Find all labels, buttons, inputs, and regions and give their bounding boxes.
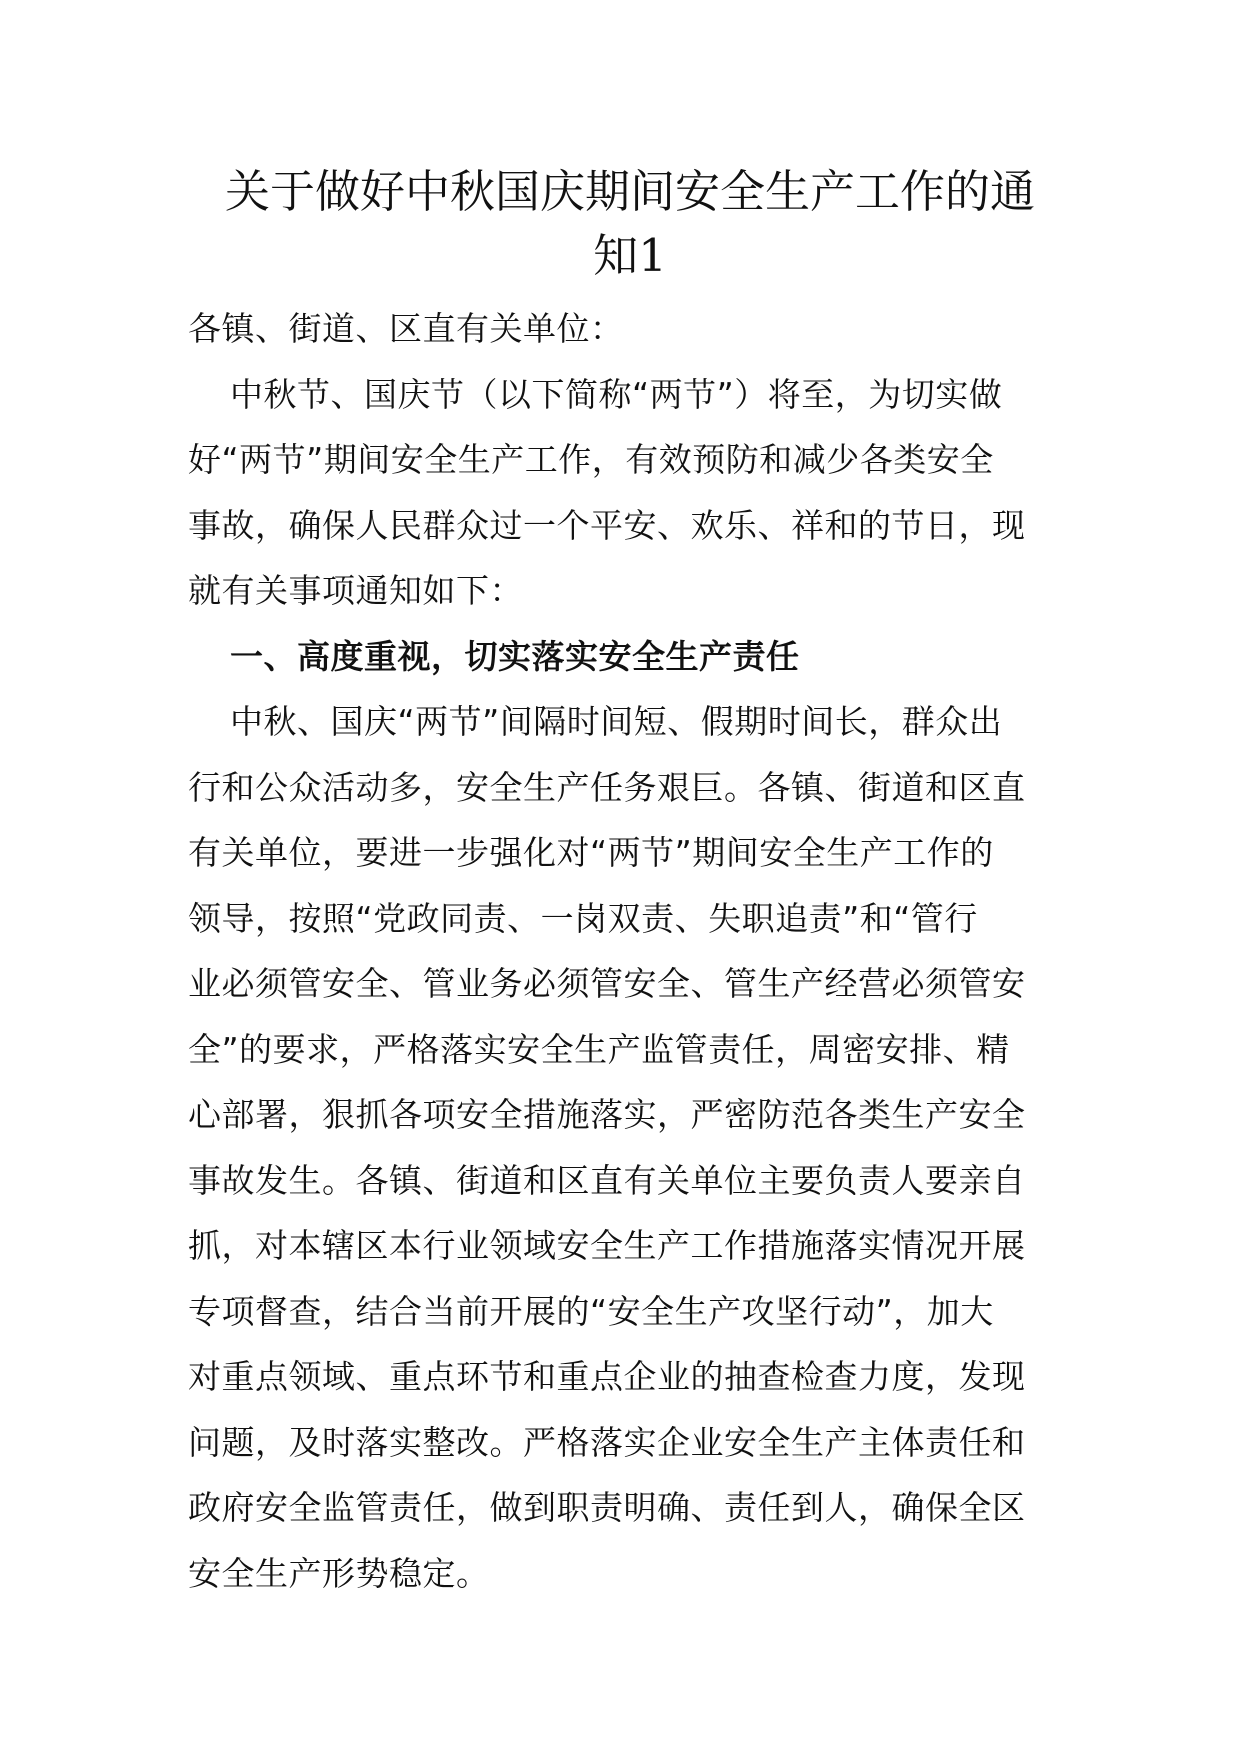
section-1-line: 安全生产形势稳定。 (188, 1553, 490, 1593)
section-1-line: 心部署，狠抓各项安全措施落实，严密防范各类生产安全 (188, 1095, 1026, 1134)
section-1-line: 行和公众活动多，安全生产任务艰巨。各镇、街道和区直 (188, 767, 1026, 807)
document-title (190, 160, 1070, 288)
section-1-line: 政府安全监管责任，做到职责明确、责任到人，确保全区 (188, 1488, 1026, 1527)
section-1-line: 领导，按照“党政同责、一岗双责、失职追责”和“管行 (188, 898, 978, 938)
intro-paragraph-line: 好“两节”期间安全生产工作，有效预防和减少各类安全 (188, 440, 994, 479)
title-number: 1 (638, 229, 667, 282)
title-line-1: 关于做好中秋国庆期间安全生产工作的通 (224, 165, 1035, 218)
section-1-line: 对重点领域、重点环节和重点企业的抽查检查力度，发现 (188, 1357, 1026, 1396)
document-body (188, 296, 1068, 1606)
section-1-line: 业必须管安全、管业务必须管安全、管生产经营必须管安 (188, 964, 1026, 1003)
section-1-heading: 一、高度重视，切实落实安全生产责任 (230, 636, 800, 676)
addressee: 各镇、街道、区直有关单位： (188, 309, 624, 348)
section-1-line: 事故发生。各镇、街道和区直有关单位主要负责人要亲自 (188, 1160, 1026, 1200)
section-1-line: 中秋、国庆“两节”间隔时间短、假期时间长，群众出 (230, 702, 1003, 741)
section-1-line: 问题，及时落实整改。严格落实企业安全生产主体责任和 (188, 1422, 1026, 1462)
title-line-2 (190, 224, 1070, 288)
section-1-line: 全”的要求，严格落实安全生产监管责任，周密安排、精 (188, 1029, 1010, 1069)
intro-paragraph-line: 中秋节、国庆节（以下简称“两节”）将至，为切实做 (230, 374, 1003, 414)
section-1-line: 有关单位，要进一步强化对“两节”期间安全生产工作的 (188, 833, 994, 872)
section-1-line: 专项督查，结合当前开展的“安全生产攻坚行动”，加大 (188, 1291, 994, 1331)
intro-paragraph-line: 事故，确保人民群众过一个平安、欢乐、祥和的节日，现 (188, 505, 1026, 545)
intro-paragraph-line: 就有关事项通知如下： (188, 571, 523, 610)
section-1-line: 抓，对本辖区本行业领域安全生产工作措施落实情况开展 (188, 1226, 1026, 1265)
title-line-2-text: 知 (593, 229, 639, 282)
